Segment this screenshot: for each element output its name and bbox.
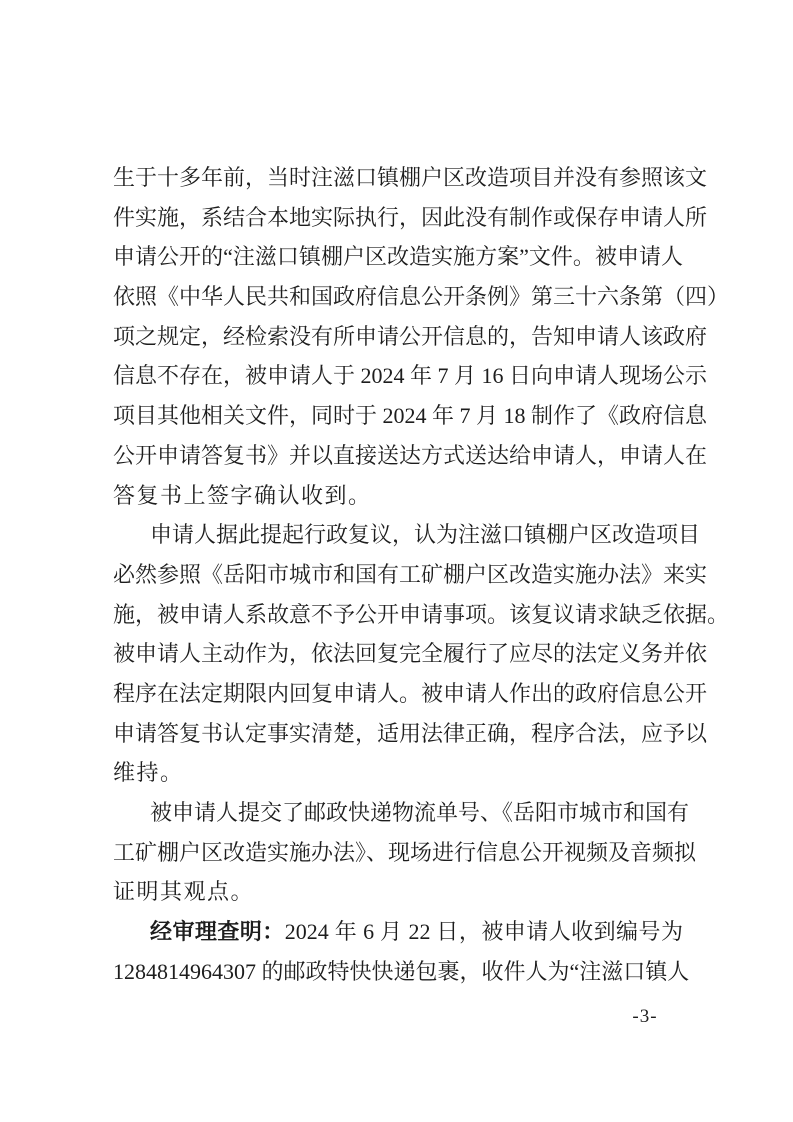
text-line: 必然参照《岳阳市城市和国有工矿棚户区改造实施办法》来实 [113,561,708,587]
text-line: 项目其他相关文件，同时于 2024 年 7 月 18 制作了《政府信息 [113,403,708,429]
text-line-paragraph-end: 维持。 [113,760,184,786]
text-line: 施，被申请人系故意不予公开申请事项。该复议请求缺乏依据。 [113,601,730,627]
text-line-paragraph-end: 答复书上签字确认收到。 [113,482,372,508]
document-body [113,158,730,991]
text-line: 申请公开的“注滋口镇棚户区改造实施方案”文件。被申请人 [113,244,683,270]
text-line: 件实施，系结合本地实际执行，因此没有制作或保存申请人所 [113,204,708,230]
text-line-paragraph-start: 被申请人提交了邮政快递物流单号、《岳阳市城市和国有 [150,800,690,825]
text-line: 工矿棚户区改造实施办法》、现场进行信息公开视频及音频拟 [113,839,697,865]
text-line: 申请答复书认定事实清楚，适用法律正确，程序合法，应予以 [113,720,708,746]
text-line: 程序在法定期限内回复申请人。被申请人作出的政府信息公开 [113,680,708,706]
text-line: 依照《中华人民共和国政府信息公开条例》第三十六条第（四） [113,284,730,310]
section-heading-findings: 经审理查明： [150,919,285,945]
text-line-paragraph-end: 证明其观点。 [113,879,255,905]
text-line-paragraph-start [113,912,683,952]
text-line-paragraph-start: 申请人据此提起行政复议，认为注滋口镇棚户区改造项目 [150,522,701,548]
text-line: 生于十多年前，当时注滋口镇棚户区改造项目并没有参照该文 [113,165,708,190]
text-line: 公开申请答复书》并以直接送达方式送达给申请人，申请人在 [113,442,708,468]
text-line-continuation: 2024 年 6 月 22 日，被申请人收到编号为 [284,919,683,945]
text-line: 1284814964307 的邮政特快快递包裹，收件人为“注滋口镇人 [113,958,690,984]
text-line: 被申请人主动作为，依法回复完全履行了应尽的法定义务并依 [113,641,708,667]
text-line: 项之规定，经检索没有所申请公开信息的，告知申请人该政府 [113,323,708,349]
text-line: 信息不存在，被申请人于 2024 年 7 月 16 日向申请人现场公示 [113,363,708,389]
page-number: -3- [632,1006,658,1027]
